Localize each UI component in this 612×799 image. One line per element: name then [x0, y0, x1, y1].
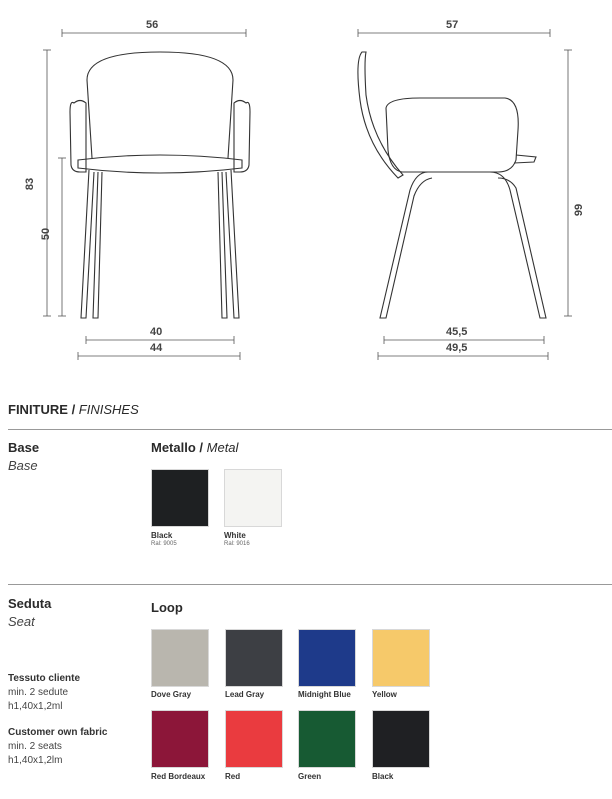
dim-side-height: 99 [573, 203, 586, 217]
side-back-leg [490, 172, 546, 318]
swatch-seat-black[interactable] [372, 710, 430, 768]
base-label-en: Base [8, 458, 38, 473]
swatch-midnight-blue[interactable] [298, 629, 356, 687]
base-material-sep: / [195, 440, 207, 455]
swatch-yellow[interactable] [372, 629, 430, 687]
swatch-base-black-name: Black [151, 531, 173, 540]
front-left-leg [81, 170, 94, 318]
side-front-leg [380, 172, 432, 318]
base-label-it: Base [8, 440, 40, 455]
dim-front-base-outer: 44 [150, 342, 163, 354]
swatch-red-bordeaux[interactable] [151, 710, 209, 768]
side-view-drawing [358, 29, 572, 360]
front-right-leg-inner [218, 172, 227, 318]
front-left-leg-inner [93, 172, 102, 318]
swatch-base-white-code: Ral: 9016 [224, 541, 250, 547]
base-material-en: Metal [206, 440, 239, 455]
note-it-line2: h1,40x1,2ml [8, 701, 63, 712]
dim-side-depth: 57 [446, 19, 459, 31]
swatch-red[interactable] [225, 710, 283, 768]
swatch-green-name: Green [298, 772, 322, 781]
divider-middle [8, 584, 612, 585]
dim-front-base-inner: 40 [150, 326, 163, 338]
swatch-red-bordeaux-name: Red Bordeaux [151, 772, 206, 781]
side-backrest [358, 52, 403, 178]
swatch-dove-gray-name: Dove Gray [151, 690, 192, 699]
note-it-title: Tessuto cliente [8, 673, 81, 684]
note-it-line1: min. 2 sedute [8, 687, 69, 698]
side-seat [386, 98, 518, 172]
dim-front-seat-height: 50 [40, 227, 53, 241]
swatch-dove-gray[interactable] [151, 629, 209, 687]
swatch-base-white[interactable] [224, 469, 282, 527]
seat-fabric-name: Loop [151, 600, 183, 615]
swatch-midnight-blue-name: Midnight Blue [298, 690, 351, 699]
dim-front-height-total: 83 [24, 177, 37, 191]
swatch-yellow-name: Yellow [372, 690, 397, 699]
front-backrest [87, 52, 233, 158]
swatch-lead-gray[interactable] [225, 629, 283, 687]
front-right-leg [226, 170, 239, 318]
finishes-title-en: FINISHES [78, 402, 139, 417]
note-en-line2: h1,40x1,2lm [8, 755, 63, 766]
front-seat [78, 155, 242, 173]
seat-label-en: Seat [8, 614, 35, 629]
note-en-title: Customer own fabric [8, 727, 108, 738]
swatch-seat-black-name: Black [372, 772, 394, 781]
swatch-green[interactable] [298, 710, 356, 768]
side-arm [514, 155, 536, 163]
chair-drawings [0, 0, 612, 365]
swatch-red-name: Red [225, 772, 241, 781]
finishes-title-it: FINITURE [8, 402, 68, 417]
swatch-base-black-code: Ral: 9005 [151, 541, 177, 547]
note-en-line1: min. 2 seats [8, 741, 62, 752]
divider-top [8, 429, 612, 430]
base-material [151, 440, 238, 455]
swatch-lead-gray-name: Lead Gray [225, 690, 265, 699]
swatch-base-black[interactable] [151, 469, 209, 527]
dim-side-base-inner: 45,5 [446, 326, 468, 338]
finishes-title-sep: / [67, 402, 79, 417]
dim-front-width: 56 [146, 19, 159, 31]
swatch-base-white-name: White [224, 531, 246, 540]
finishes-heading [8, 402, 139, 417]
seat-label-it: Seduta [8, 596, 52, 611]
dim-side-base-outer: 49,5 [446, 342, 468, 354]
base-material-it: Metallo [151, 440, 196, 455]
front-view-drawing [43, 29, 250, 360]
